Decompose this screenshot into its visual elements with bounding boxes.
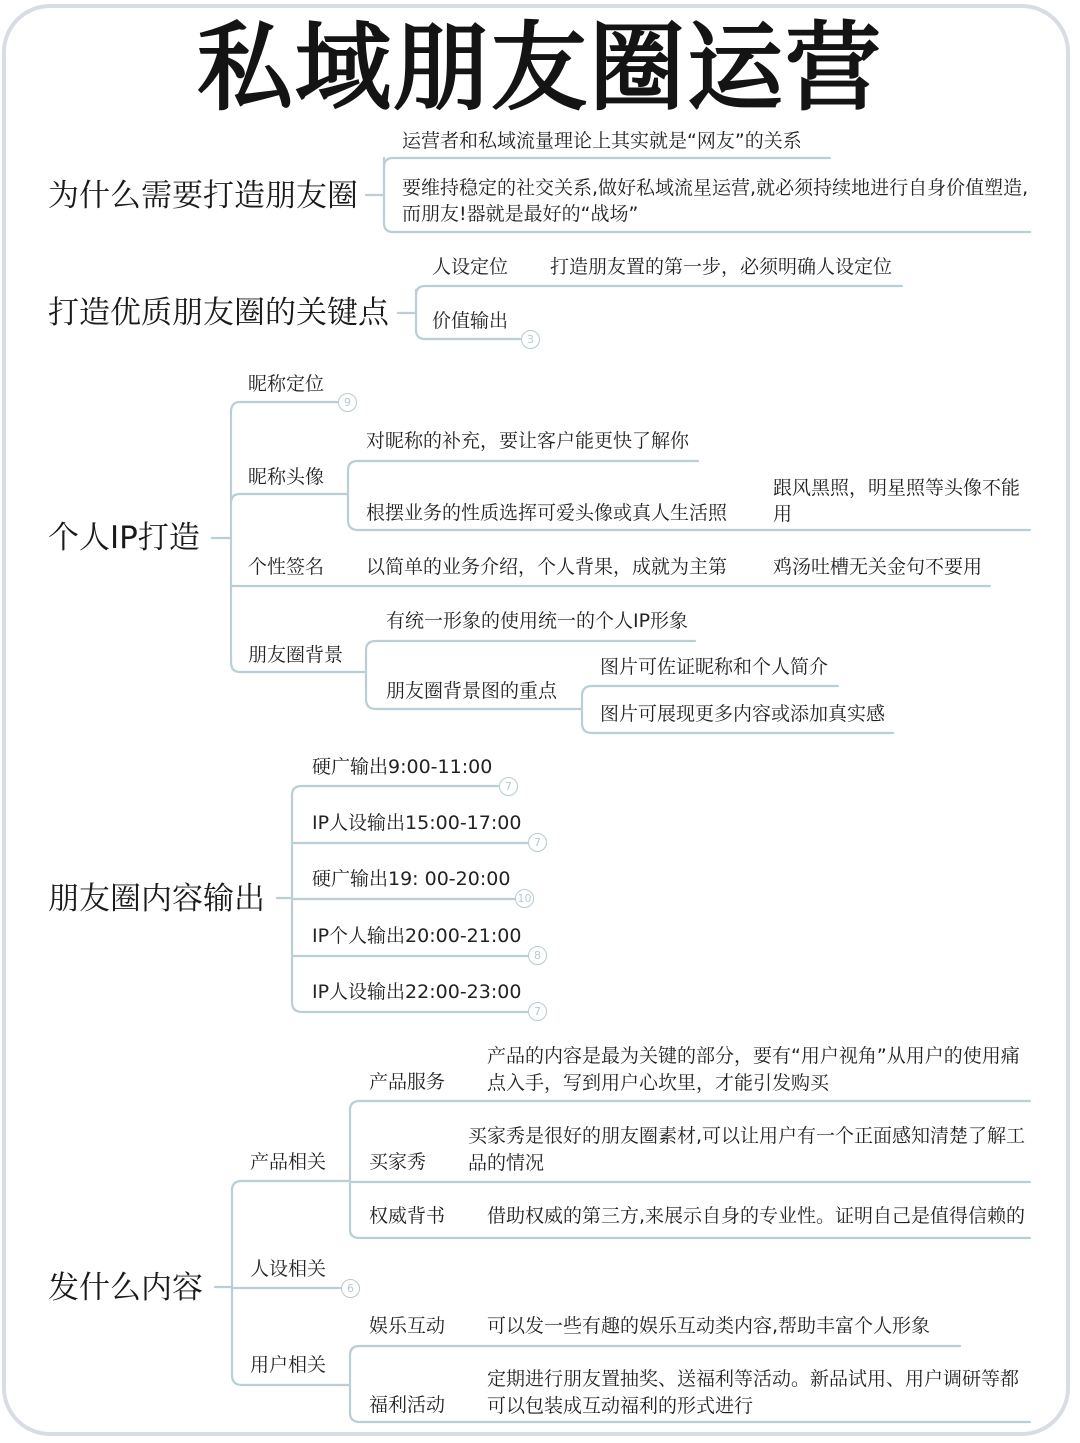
schedule-item: 硬广输出19: 00-20:00 <box>312 868 511 890</box>
leaf-value-shaping: 要维持稳定的社交关系,做好私域流星运营,就必须持续地进行自身价值塑造,而朋友!器就是最好的“战场” <box>402 177 1029 225</box>
schedule-item: IP人设输出15:00-17:00 <box>312 812 522 834</box>
page-title: 私域朋友圈运营 <box>197 12 883 124</box>
node-moments-background: 朋友圈背景 <box>248 644 344 666</box>
badge-count: 7 <box>528 833 547 852</box>
badge-count: 6 <box>341 1279 360 1298</box>
leaf-verify-nickname: 图片可佐证昵称和个人简介 <box>600 656 829 678</box>
node-signature: 个性签名 <box>248 556 325 578</box>
node-entertainment: 娱乐互动 <box>369 1315 446 1337</box>
badge-count: 10 <box>515 889 534 908</box>
badge-count: 7 <box>499 777 518 796</box>
node-product-related: 产品相关 <box>250 1151 327 1173</box>
leaf-authority: 借助权威的第三方,来展示自身的专业性。证明自己是值得信赖的 <box>487 1205 1026 1227</box>
node-authority: 权威背书 <box>369 1205 446 1227</box>
topic-personal-ip: 个人IP打造 <box>48 520 200 556</box>
leaf-product-service: 产品的内容是最为关键的部分，要有“用户视角”从用户的使用痛点入手，写到用户心坎里，才能引发购买 <box>487 1045 1020 1094</box>
leaf-buyer-show: 买家秀是很好的朋友圈素材,可以让用户有一个正面感知清楚了解工品的情况 <box>468 1125 1026 1174</box>
topic-key-points: 打造优质朋友圈的关键点 <box>48 295 389 331</box>
leaf-welfare: 定期进行朋友置抽奖、送福利等活动。新品试用、用户调研等都可以包装成互动福利的形式进行 <box>487 1368 1020 1417</box>
node-nickname-positioning: 昵称定位 <box>248 373 325 395</box>
node-product-service: 产品服务 <box>369 1071 446 1093</box>
topic-why-moments: 为什么需要打造朋友圈 <box>48 178 358 214</box>
badge-count: 8 <box>528 946 547 965</box>
node-background-focus: 朋友圈背景图的重点 <box>386 680 558 702</box>
leaf-entertainment: 可以发一些有趣的娱乐互动类内容,帮助丰富个人形象 <box>487 1315 931 1337</box>
node-persona-related: 人设相关 <box>250 1258 327 1280</box>
leaf-nickname-supplement: 对昵称的补充，要让客户能更快了解你 <box>366 430 690 452</box>
leaf-signature-avoid: 鸡汤吐槽无关金句不要用 <box>773 556 983 578</box>
schedule-item: 硬广输出9:00-11:00 <box>312 756 493 778</box>
node-welfare: 福利活动 <box>369 1394 446 1416</box>
leaf-signature-content: 以简单的业务介绍，个人背果，成就为主第 <box>366 556 728 578</box>
leaf-netfriend-relation: 运营者和私域流量理论上其实就是“网友”的关系 <box>402 130 802 152</box>
topic-content-output: 朋友圈内容输出 <box>48 881 265 917</box>
node-persona-positioning: 人设定位 <box>432 256 509 278</box>
badge-count: 9 <box>338 393 357 412</box>
badge-count: 3 <box>521 330 540 349</box>
schedule-item: IP个人输出20:00-21:00 <box>312 925 522 947</box>
node-nickname-avatar: 昵称头像 <box>248 466 325 488</box>
leaf-persona-first-step: 打造朋友置的第一步，必须明确人设定位 <box>550 256 893 278</box>
leaf-show-more: 图片可展现更多内容或添加真实感 <box>600 703 886 725</box>
node-value-output: 价值输出 <box>432 310 509 332</box>
badge-count: 7 <box>528 1002 547 1021</box>
leaf-unified-image: 有统一形象的使用统一的个人IP形象 <box>386 610 689 632</box>
topic-what-to-post: 发什么内容 <box>48 1270 203 1306</box>
node-user-related: 用户相关 <box>250 1354 327 1376</box>
leaf-avatar-avoid: 跟风黑照，明星照等头像不能用 <box>773 477 1021 525</box>
node-buyer-show: 买家秀 <box>369 1151 427 1173</box>
schedule-item: IP人设输出22:00-23:00 <box>312 981 522 1003</box>
leaf-avatar-choice: 根摆业务的性质选挥可爱头像或真人生活照 <box>366 502 728 524</box>
